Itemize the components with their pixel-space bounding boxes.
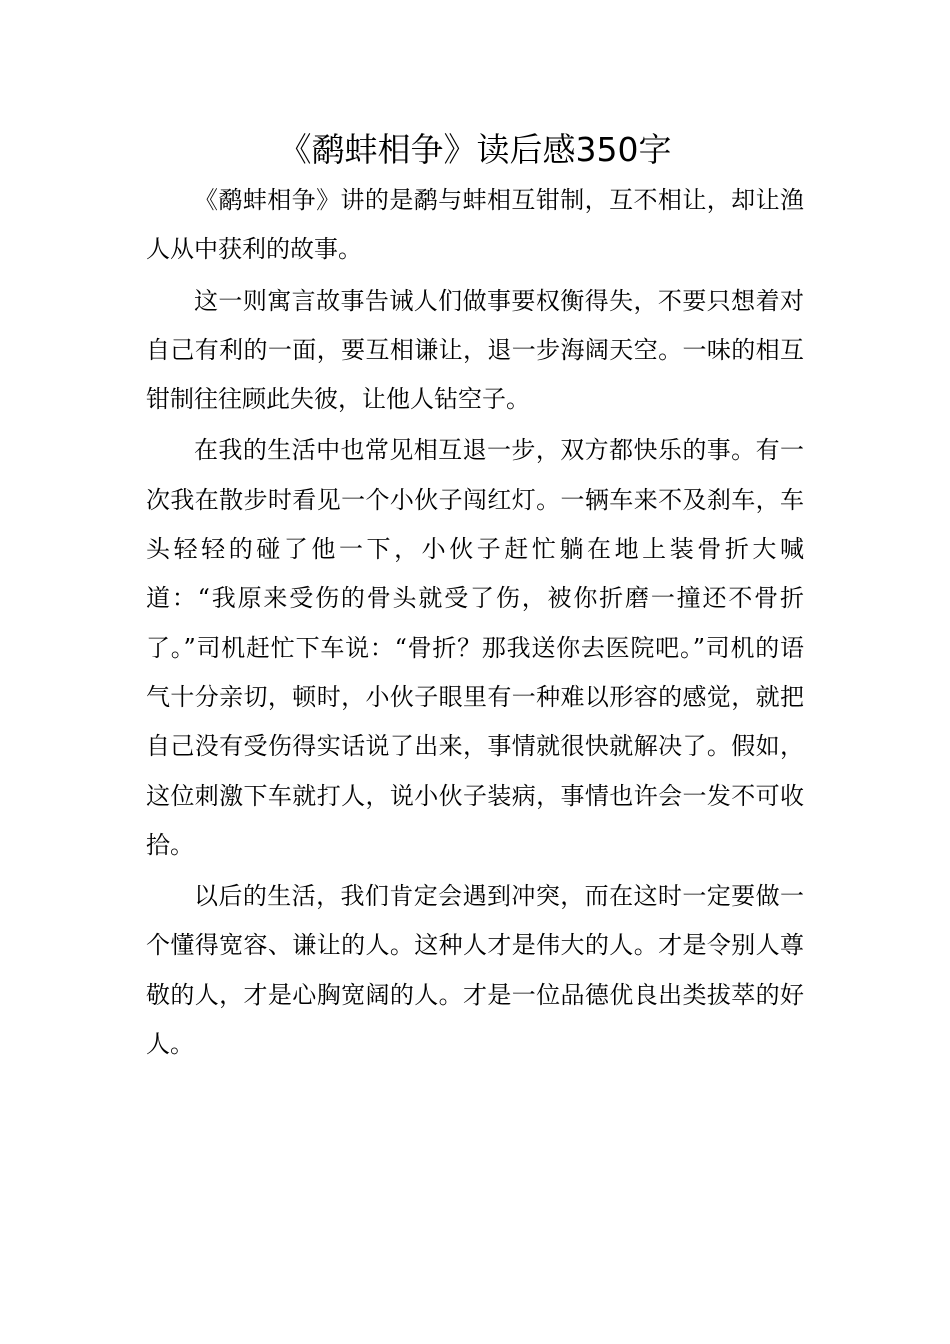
paragraph-1: 《鹬蚌相争》讲的是鹬与蚌相互钳制，互不相让，却让渔人从中获利的故事。	[146, 186, 804, 264]
document-body	[146, 176, 804, 1071]
paragraph-2: 这一则寓言故事告诫人们做事要权衡得失，不要只想着对自己有利的一面，要互相谦让，退一步海阔天空。一味的相互钳制往往顾此失彼，让他人钻空子。	[146, 286, 804, 414]
document-title: 《鹬蚌相争》读后感350字	[278, 130, 672, 169]
paragraph-3: 在我的生活中也常见相互退一步，双方都快乐的事。有一次我在散步时看见一个小伙子闯红灯。一辆车来不及刹车，车头轻轻的碰了他一下，小伙子赶忙躺在地上装骨折大喊道：“我原来受伤的骨头就受了伤，被你折磨一撞还不骨折了。”司机赶忙下车说：“骨折？那我送你去医院吧。”司机的语气十分亲切，顿时，小伙子眼里有一种难以形容的感觉，就把自己没有受伤得实话说了出来，事情就很快就解决了。假如，这位刺激下车就打人，说小伙子装病，事情也许会一发不可收拾。	[146, 436, 804, 859]
paragraph-4: 以后的生活，我们肯定会遇到冲突，而在这时一定要做一个懂得宽容、谦让的人。这种人才是伟大的人。才是令别人尊敬的人，才是心胸宽阔的人。才是一位品德优良出类拔萃的好人。	[146, 882, 804, 1059]
